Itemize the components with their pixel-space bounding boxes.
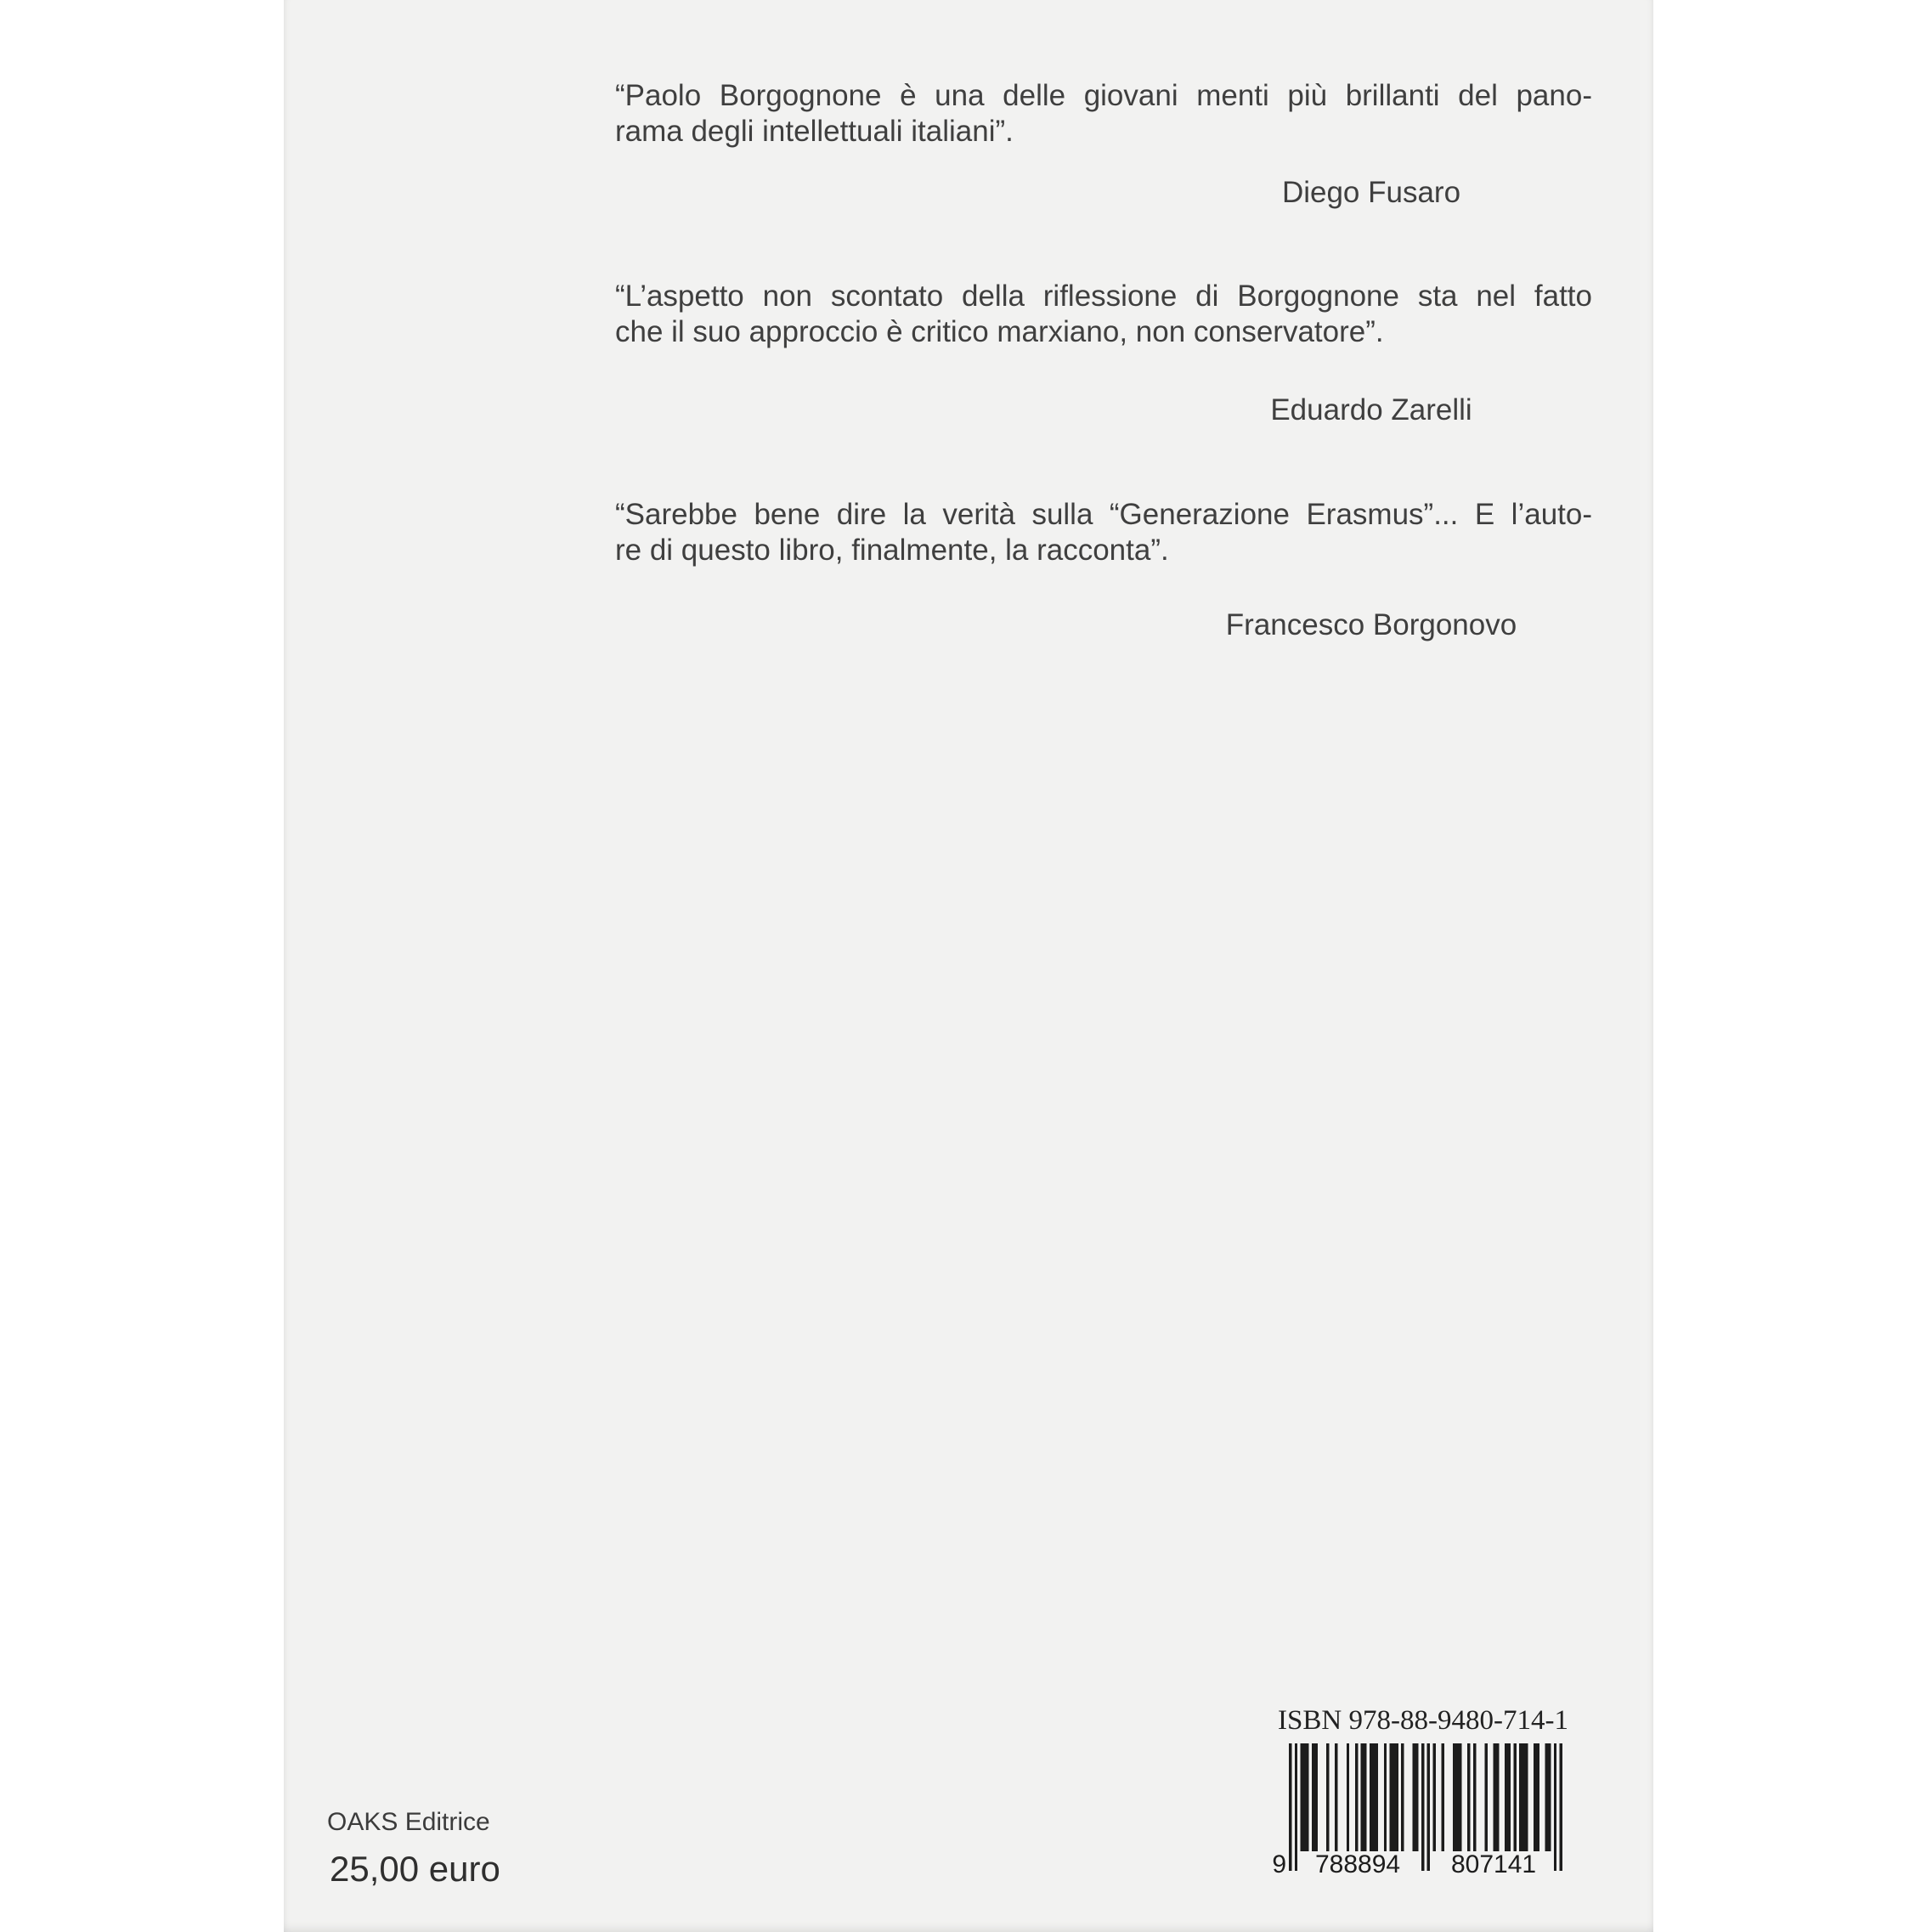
publisher-name: OAKS Editrice (327, 1808, 490, 1836)
quote-2-line-1: “L’aspetto non scontato della riflessione di Borgognone sta nel fatto (615, 280, 1592, 313)
quote-1-attribution: Diego Fusaro (1281, 176, 1461, 209)
quote-2-line-2: che il suo approccio è critico marxiano, non conservatore”. (615, 315, 1384, 348)
quote-block-3 (615, 497, 1592, 568)
quote-1-line-1: “Paolo Borgognone è una delle giovani menti più brillanti del pano- (615, 79, 1592, 112)
barcode-digits-right: 807141 (1451, 1850, 1537, 1878)
quote-1-line-2: rama degli intellettuali italiani”. (615, 115, 1014, 148)
quote-3-line-2: re di questo libro, finalmente, la racconta”. (615, 534, 1169, 567)
quote-2-attribution: Eduardo Zarelli (1270, 393, 1472, 427)
quote-block-1 (615, 78, 1592, 150)
quote-block-2 (615, 279, 1592, 350)
barcode-digit-first: 9 (1272, 1850, 1286, 1878)
quote-3-attribution: Francesco Borgonovo (1225, 608, 1517, 641)
isbn-label: ISBN 978-88-9480-714-1 (1278, 1705, 1568, 1736)
book-back-cover (284, 0, 1653, 1932)
quote-3-line-1: “Sarebbe bene dire la verità sulla “Generazione Erasmus”... E l’auto- (615, 498, 1592, 531)
barcode-digits-left: 788894 (1315, 1850, 1401, 1878)
price-label: 25,00 euro (330, 1849, 500, 1889)
